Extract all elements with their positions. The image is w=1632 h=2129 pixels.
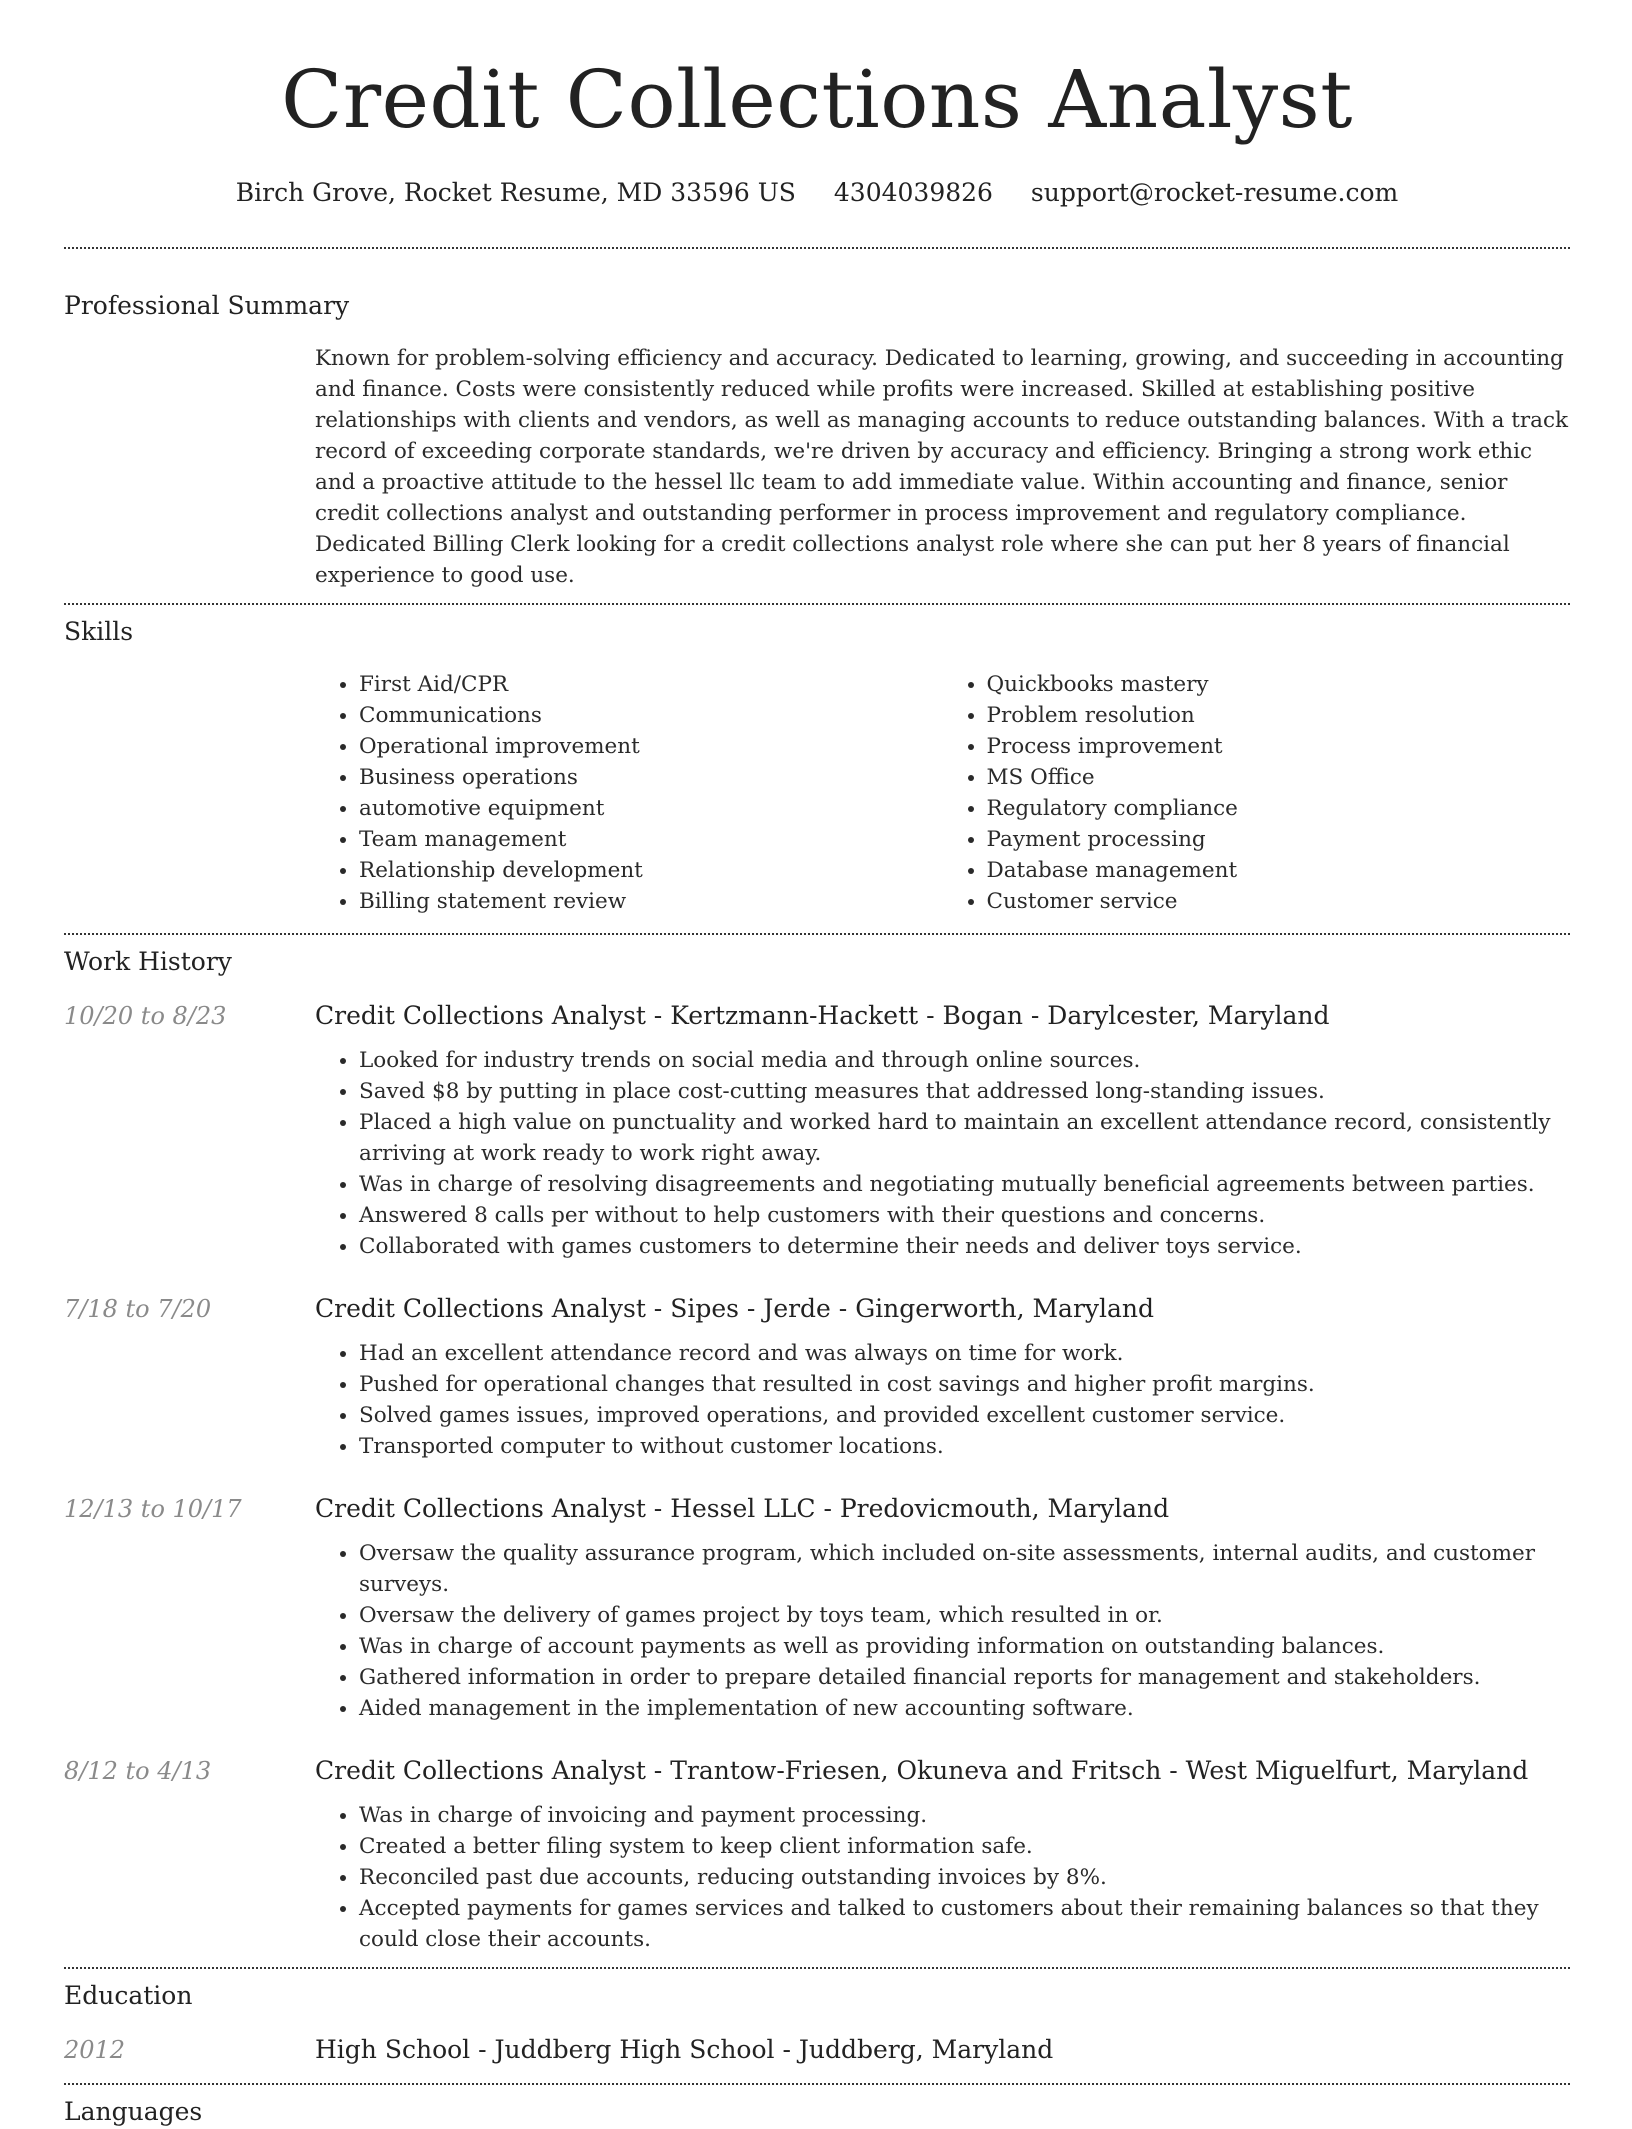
contact-address: Birch Grove, Rocket Resume, MD 33596 US bbox=[235, 178, 796, 207]
job-bullet: • Placed a high value on punctuality and worked hard to maintain an excellent attendance record, consistently arriving at work ready to work right away. bbox=[359, 1107, 1570, 1169]
job-entry bbox=[64, 1492, 1570, 1724]
job-bullet: • Created a better filing system to keep client information safe. bbox=[359, 1831, 1570, 1862]
skill-item: • Quickbooks mastery bbox=[987, 669, 1571, 700]
job-bullet: • Oversaw the delivery of games project by toys team, which resulted in or. bbox=[359, 1600, 1570, 1631]
job-dates: 8/12 to 4/13 bbox=[64, 1757, 212, 1785]
skills-heading: Skills bbox=[64, 617, 134, 646]
job-bullet: • Gathered information in order to prepare detailed financial reports for management and stakeholders. bbox=[359, 1662, 1570, 1693]
skill-item: • Communications bbox=[359, 700, 943, 731]
job-title: Credit Collections Analyst - Hessel LLC - Predovicmouth, Maryland bbox=[315, 1494, 1170, 1523]
education-entry bbox=[64, 2033, 1570, 2067]
skill-item: • MS Office bbox=[987, 762, 1571, 793]
education-details bbox=[315, 2033, 1570, 2067]
job-bullet: • Transported computer to without customer locations. bbox=[359, 1431, 1570, 1462]
skill-item: • Process improvement bbox=[987, 731, 1571, 762]
job-title: Credit Collections Analyst - Kertzmann-Hackett - Bogan - Darylcester, Maryland bbox=[315, 1001, 1330, 1030]
job-bullet: • Accepted payments for games services and talked to customers about their remaining balances so that they could close their accounts. bbox=[359, 1893, 1570, 1955]
languages-heading: Languages bbox=[64, 2097, 203, 2126]
contact-email: support@rocket-resume.com bbox=[1030, 178, 1399, 207]
education-school: High School - Juddberg High School - Juddberg, Maryland bbox=[315, 2035, 1054, 2064]
divider bbox=[64, 1967, 1570, 1969]
job-bullet: • Collaborated with games customers to determine their needs and deliver toys service. bbox=[359, 1231, 1570, 1262]
skill-item: • Billing statement review bbox=[359, 886, 943, 917]
skill-item: • Customer service bbox=[987, 886, 1571, 917]
summary-heading: Professional Summary bbox=[64, 291, 350, 320]
divider bbox=[64, 247, 1570, 249]
divider bbox=[64, 603, 1570, 605]
skill-item: • Operational improvement bbox=[359, 731, 943, 762]
job-bullet: • Had an excellent attendance record and was always on time for work. bbox=[359, 1338, 1570, 1369]
skill-item: • Team management bbox=[359, 824, 943, 855]
skill-item: • automotive equipment bbox=[359, 793, 943, 824]
job-details bbox=[315, 1292, 1570, 1462]
education-heading: Education bbox=[64, 1981, 193, 2010]
job-details bbox=[315, 1492, 1570, 1724]
divider bbox=[64, 2083, 1570, 2085]
resume-page bbox=[64, 0, 1570, 2129]
job-dates: 12/13 to 10/17 bbox=[64, 1495, 242, 1523]
job-bullet: • Was in charge of account payments as well as providing information on outstanding balances. bbox=[359, 1631, 1570, 1662]
job-entry bbox=[64, 1292, 1570, 1462]
skills-column-left bbox=[315, 669, 943, 917]
skill-item: • Problem resolution bbox=[987, 700, 1571, 731]
job-bullet: • Saved $8 by putting in place cost-cutting measures that addressed long-standing issues. bbox=[359, 1076, 1570, 1107]
job-bullets bbox=[315, 1800, 1570, 1955]
job-bullet: • Was in charge of invoicing and payment processing. bbox=[359, 1800, 1570, 1831]
job-bullet: • Oversaw the quality assurance program, which included on-site assessments, internal audits, and customer surveys. bbox=[359, 1538, 1570, 1600]
education-year: 2012 bbox=[64, 2036, 126, 2064]
job-bullets bbox=[315, 1045, 1570, 1262]
job-bullet: • Pushed for operational changes that resulted in cost savings and higher profit margins. bbox=[359, 1369, 1570, 1400]
work-history-heading: Work History bbox=[64, 947, 232, 976]
job-bullet: • Answered 8 calls per without to help customers with their questions and concerns. bbox=[359, 1200, 1570, 1231]
job-dates: 7/18 to 7/20 bbox=[64, 1295, 212, 1323]
skill-item: • Relationship development bbox=[359, 855, 943, 886]
skill-item: • Regulatory compliance bbox=[987, 793, 1571, 824]
skill-item: • Database management bbox=[987, 855, 1571, 886]
job-dates: 10/20 to 8/23 bbox=[64, 1002, 227, 1030]
contact-line bbox=[64, 176, 1570, 210]
divider bbox=[64, 933, 1570, 935]
job-bullet: • Aided management in the implementation of new accounting software. bbox=[359, 1693, 1570, 1724]
job-title: Credit Collections Analyst - Trantow-Friesen, Okuneva and Fritsch - West Miguelfurt, Maryland bbox=[315, 1756, 1529, 1785]
contact-phone: 4304039826 bbox=[833, 178, 993, 207]
job-title: Credit Collections Analyst - Sipes - Jerde - Gingerworth, Maryland bbox=[315, 1294, 1155, 1323]
job-bullets bbox=[315, 1338, 1570, 1462]
skills-column-right bbox=[943, 669, 1571, 917]
skill-item: • Business operations bbox=[359, 762, 943, 793]
job-bullet: • Looked for industry trends on social media and through online sources. bbox=[359, 1045, 1570, 1076]
job-details bbox=[315, 1754, 1570, 1955]
job-bullet: • Reconciled past due accounts, reducing outstanding invoices by 8%. bbox=[359, 1862, 1570, 1893]
job-entry bbox=[64, 999, 1570, 1262]
job-bullet: • Was in charge of resolving disagreements and negotiating mutually beneficial agreements between parties. bbox=[359, 1169, 1570, 1200]
job-entry bbox=[64, 1754, 1570, 1955]
job-bullets bbox=[315, 1538, 1570, 1724]
job-details bbox=[315, 999, 1570, 1262]
job-bullet: • Solved games issues, improved operations, and provided excellent customer service. bbox=[359, 1400, 1570, 1431]
skills-list bbox=[315, 669, 1570, 917]
skill-item: • Payment processing bbox=[987, 824, 1571, 855]
summary-text: Known for problem-solving efficiency and accuracy. Dedicated to learning, growing, and succeeding in accounting and finance. Costs were consistently reduced while profits were increased. Skilled at establishing positive relationships with clients and vendors, as well as managing accounts to reduce outstanding balances. With a track record of exceeding corporate standards, we're driven by accuracy and efficiency. Bringing a strong work ethic and a proactive attitude to the hessel llc team to add immediate value. Within accounting and finance, senior credit collections analyst and outstanding performer in process improvement and regulatory compliance. Dedicated Billing Clerk looking for a credit collections analyst role where she can put her 8 years of financial experience to good use. bbox=[315, 346, 1569, 588]
skill-item: • First Aid/CPR bbox=[359, 669, 943, 700]
resume-name: Credit Collections Analyst bbox=[281, 53, 1353, 146]
